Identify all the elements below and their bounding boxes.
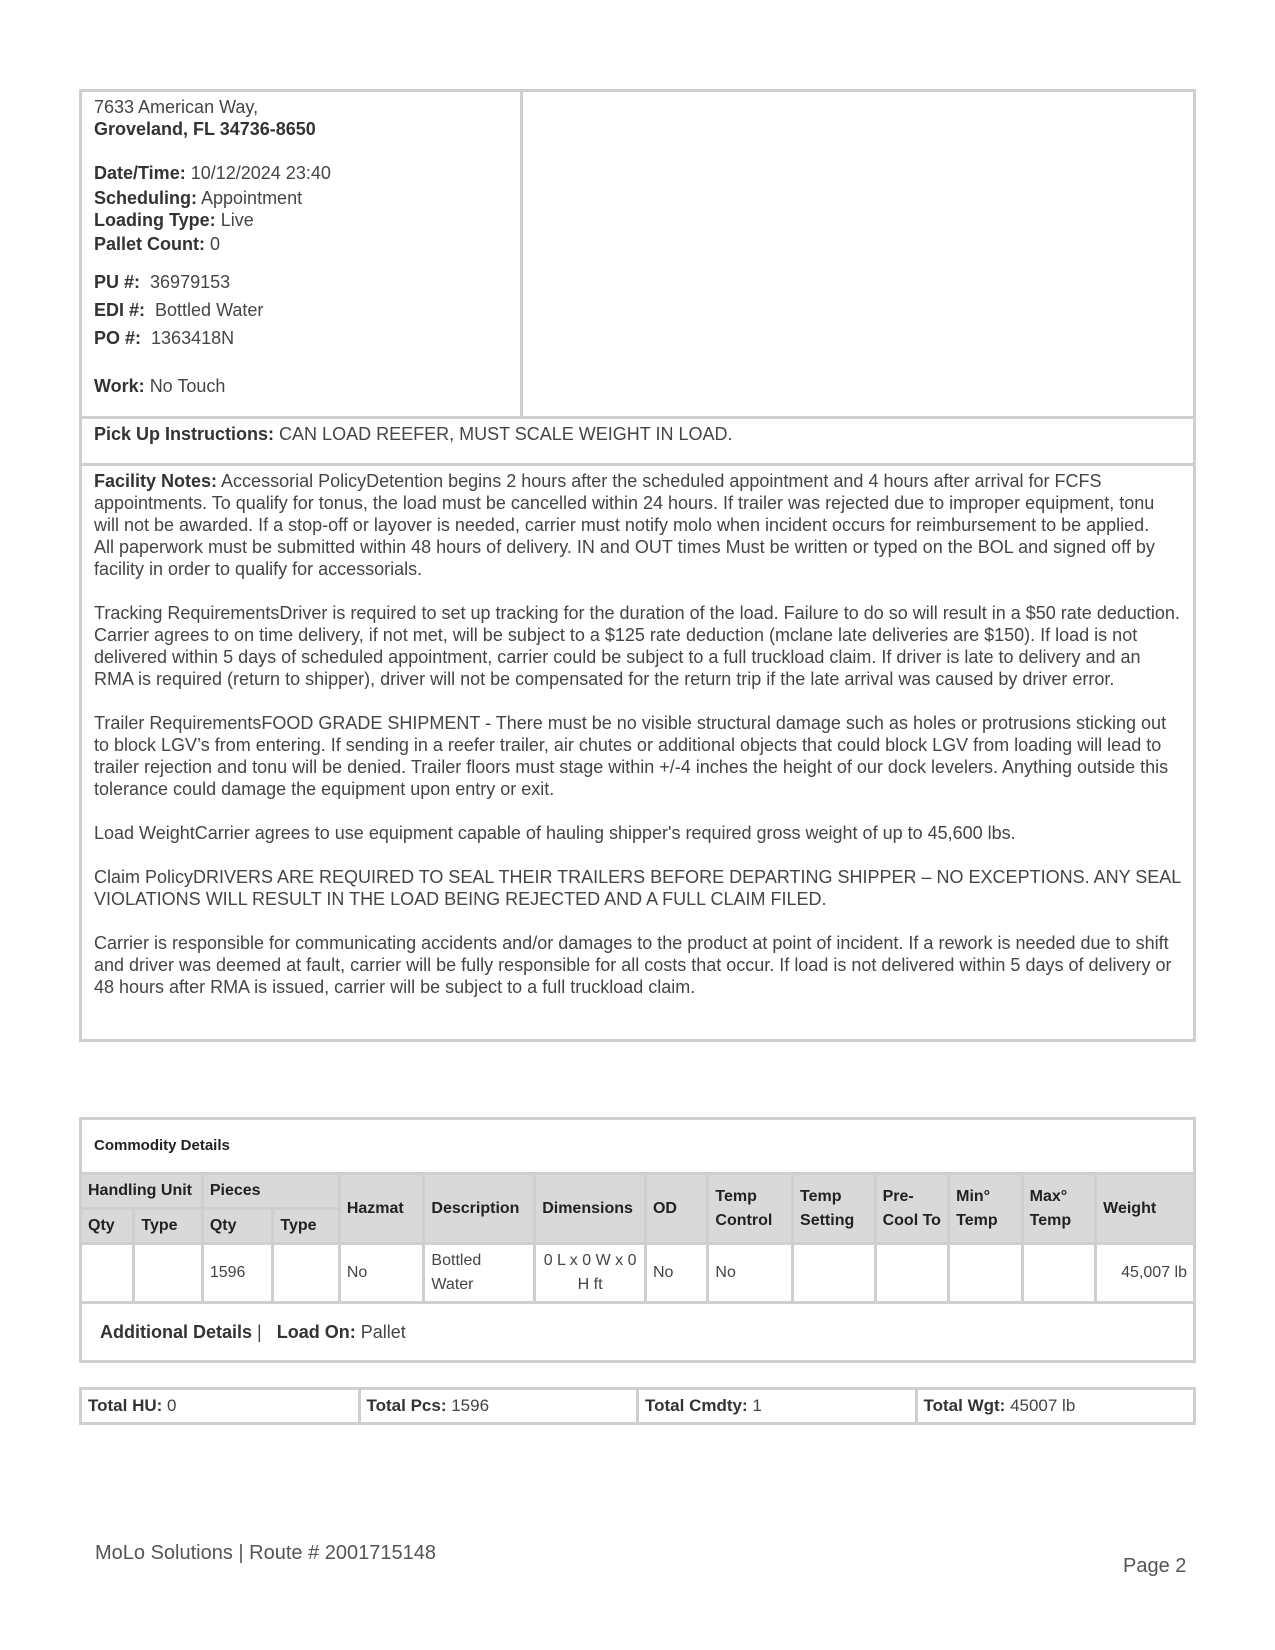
cell-pcs-qty: 1596: [202, 1244, 273, 1303]
total-hu: [81, 1389, 360, 1424]
pallet-line: [94, 233, 508, 255]
scheduling-value: Appointment: [201, 188, 303, 208]
cell-hu-type: [134, 1244, 202, 1303]
facility-note-1-text: Accessorial PolicyDetention begins 2 hours after the scheduled appointment and 4 hours after arrival for FCFS appointments. To qualify for tonus, the load must be cancelled within 24 hours. If trailer was rejected due to improper equipment, tonu will not be awarded. If a stop-off or layover is needed, carrier must notify molo when incident occurs for reimbursement to be applied.: [94, 471, 1155, 535]
loading-line: [94, 209, 508, 231]
po-value: 1363418N: [151, 328, 235, 348]
header-hu-qty: Qty: [81, 1209, 134, 1244]
header-max-temp: Max° Temp: [1022, 1174, 1096, 1244]
edi-value: Bottled Water: [155, 300, 264, 320]
total-hu-value: 0: [167, 1396, 177, 1415]
facility-note-7: Claim PolicyDRIVERS ARE REQUIRED TO SEAL THEIR TRAILERS BEFORE DEPARTING SHIPPER – NO EXCEPTIONS. ANY SEAL VIOLATIONS WILL RESULT IN THE LOAD BEING REJECTED AND A FULL CLAIM FILED.: [94, 867, 1181, 909]
total-pcs-value: 1596: [451, 1396, 490, 1415]
datetime-value: 10/12/2024 23:40: [190, 163, 331, 183]
datetime-line: [94, 162, 508, 184]
loading-value: Live: [220, 210, 254, 230]
total-cmdty-label: Total Cmdty:: [645, 1396, 748, 1415]
additional-details-label: Additional Details: [100, 1321, 253, 1342]
loading-label: Loading Type:: [94, 210, 216, 230]
commodity-title: Commodity Details: [81, 1119, 1195, 1174]
header-pcs-qty: Qty: [202, 1209, 273, 1244]
total-cmdty-value: 1: [752, 1396, 762, 1415]
total-pcs: [359, 1389, 638, 1424]
pallet-value: 0: [210, 234, 221, 254]
cell-pcs-type: [273, 1244, 339, 1303]
facility-note-6: Load WeightCarrier agrees to use equipment capable of hauling shipper's required gross weight of up to 45,600 lbs.: [94, 823, 1016, 843]
edi-line: [94, 299, 508, 321]
header-weight: Weight: [1096, 1174, 1195, 1244]
edi-label: EDI #:: [94, 300, 146, 320]
pickup-label: Pick Up Instructions:: [94, 424, 275, 444]
header-dimensions: Dimensions: [535, 1174, 646, 1244]
cell-description: Bottled Water: [424, 1244, 535, 1303]
header-hu-type: Type: [134, 1209, 202, 1244]
facility-note-1: [94, 470, 1181, 536]
stop-details-box: [79, 89, 1196, 419]
stop-details-left: [82, 92, 523, 416]
work-label: Work:: [94, 376, 145, 396]
footer-route: MoLo Solutions | Route # 2001715148: [95, 1542, 437, 1564]
pallet-label: Pallet Count:: [94, 234, 205, 254]
total-wgt: [916, 1389, 1195, 1424]
facility-notes: [79, 463, 1196, 1042]
pu-line: [94, 271, 508, 293]
cell-weight: 45,007 lb: [1096, 1244, 1195, 1303]
total-hu-label: Total HU:: [88, 1396, 163, 1415]
total-pcs-label: Total Pcs:: [366, 1396, 447, 1415]
commodity-table: [79, 1117, 1196, 1363]
scheduling-label: Scheduling:: [94, 188, 197, 208]
load-on-label: Load On:: [276, 1321, 356, 1342]
facility-notes-label: Facility Notes:: [94, 471, 218, 491]
cell-hazmat: No: [339, 1244, 424, 1303]
cell-temp-setting: [793, 1244, 876, 1303]
pu-value: 36979153: [150, 272, 231, 292]
header-description: Description: [424, 1174, 535, 1244]
pickup-value: CAN LOAD REEFER, MUST SCALE WEIGHT IN LOAD.: [279, 424, 733, 444]
datetime-label: Date/Time:: [94, 163, 186, 183]
header-temp-setting: Temp Setting: [793, 1174, 876, 1244]
cell-dimensions: 0 L x 0 W x 0 H ft: [535, 1244, 646, 1303]
pu-label: PU #:: [94, 272, 141, 292]
header-temp-control: Temp Control: [708, 1174, 793, 1244]
pickup-instructions: [79, 416, 1196, 466]
additional-divider: |: [257, 1321, 272, 1342]
po-label: PO #:: [94, 328, 142, 348]
totals-table: [79, 1387, 1196, 1425]
header-handling-unit: Handling Unit: [81, 1174, 203, 1209]
scheduling-line: [94, 187, 508, 209]
header-pieces: Pieces: [202, 1174, 339, 1209]
load-on-value: Pallet: [360, 1321, 406, 1342]
table-row: [81, 1244, 1195, 1303]
address-street: 7633 American Way,: [94, 97, 259, 117]
additional-details: [81, 1303, 1195, 1362]
address-city: Groveland, FL 34736-8650: [94, 119, 316, 139]
total-wgt-value: 45007 lb: [1010, 1396, 1076, 1415]
facility-note-2: All paperwork must be submitted within 48 hours of delivery. IN and OUT times Must be written or typed on the BOL and signed off by facility in order to qualify for accessorials.: [94, 537, 1155, 579]
header-pcs-type: Type: [273, 1209, 339, 1244]
header-min-temp: Min° Temp: [949, 1174, 1023, 1244]
total-cmdty: [638, 1389, 917, 1424]
total-wgt-label: Total Wgt:: [923, 1396, 1006, 1415]
po-line: [94, 327, 508, 349]
cell-temp-control: No: [708, 1244, 793, 1303]
facility-note-5: Trailer RequirementsFOOD GRADE SHIPMENT - There must be no visible structural damage such as holes or protrusions sticking out to block LGV’s from entering. If sending in a reefer trailer, air chutes or additional objects that could block LGV from loading will lead to trailer rejection and tonu will be denied. Trailer floors must stage within +/-4 inches the height of our dock levelers. Anything outside this tolerance could damage the equipment upon entry or exit.: [94, 713, 1169, 799]
header-od: OD: [645, 1174, 707, 1244]
cell-pre-cool: [875, 1244, 949, 1303]
work-value: No Touch: [149, 376, 226, 396]
work-line: [94, 375, 508, 397]
cell-hu-qty: [81, 1244, 134, 1303]
header-pre-cool: Pre-Cool To: [875, 1174, 949, 1244]
cell-od: No: [645, 1244, 707, 1303]
cell-max-temp: [1022, 1244, 1096, 1303]
facility-note-8: Carrier is responsible for communicating accidents and/or damages to the product at point of incident. If a rework is needed due to shift and driver was deemed at fault, carrier will be fully responsible for all costs that occur. If load is not delivered within 5 days of delivery or 48 hours after RMA is issued, carrier will be subject to a full truckload claim.: [94, 933, 1172, 997]
facility-note-3: Tracking RequirementsDriver is required to set up tracking for the duration of the load. Failure to do so will result in a $50 rate deduction.: [94, 603, 1180, 623]
facility-note-4: Carrier agrees to on time delivery, if not met, will be subject to a $125 rate deduction (mclane late deliveries are $150). If load is not delivered within 5 days of scheduled appointment, carrier could be subject to a full truckload claim. If driver is late to delivery and an RMA is required (return to shipper), driver will not be compensated for the return trip if the late arrival was caused by driver error.: [94, 625, 1141, 689]
cell-min-temp: [949, 1244, 1023, 1303]
header-hazmat: Hazmat: [339, 1174, 424, 1244]
page-number: Page 2: [1123, 1555, 1187, 1577]
